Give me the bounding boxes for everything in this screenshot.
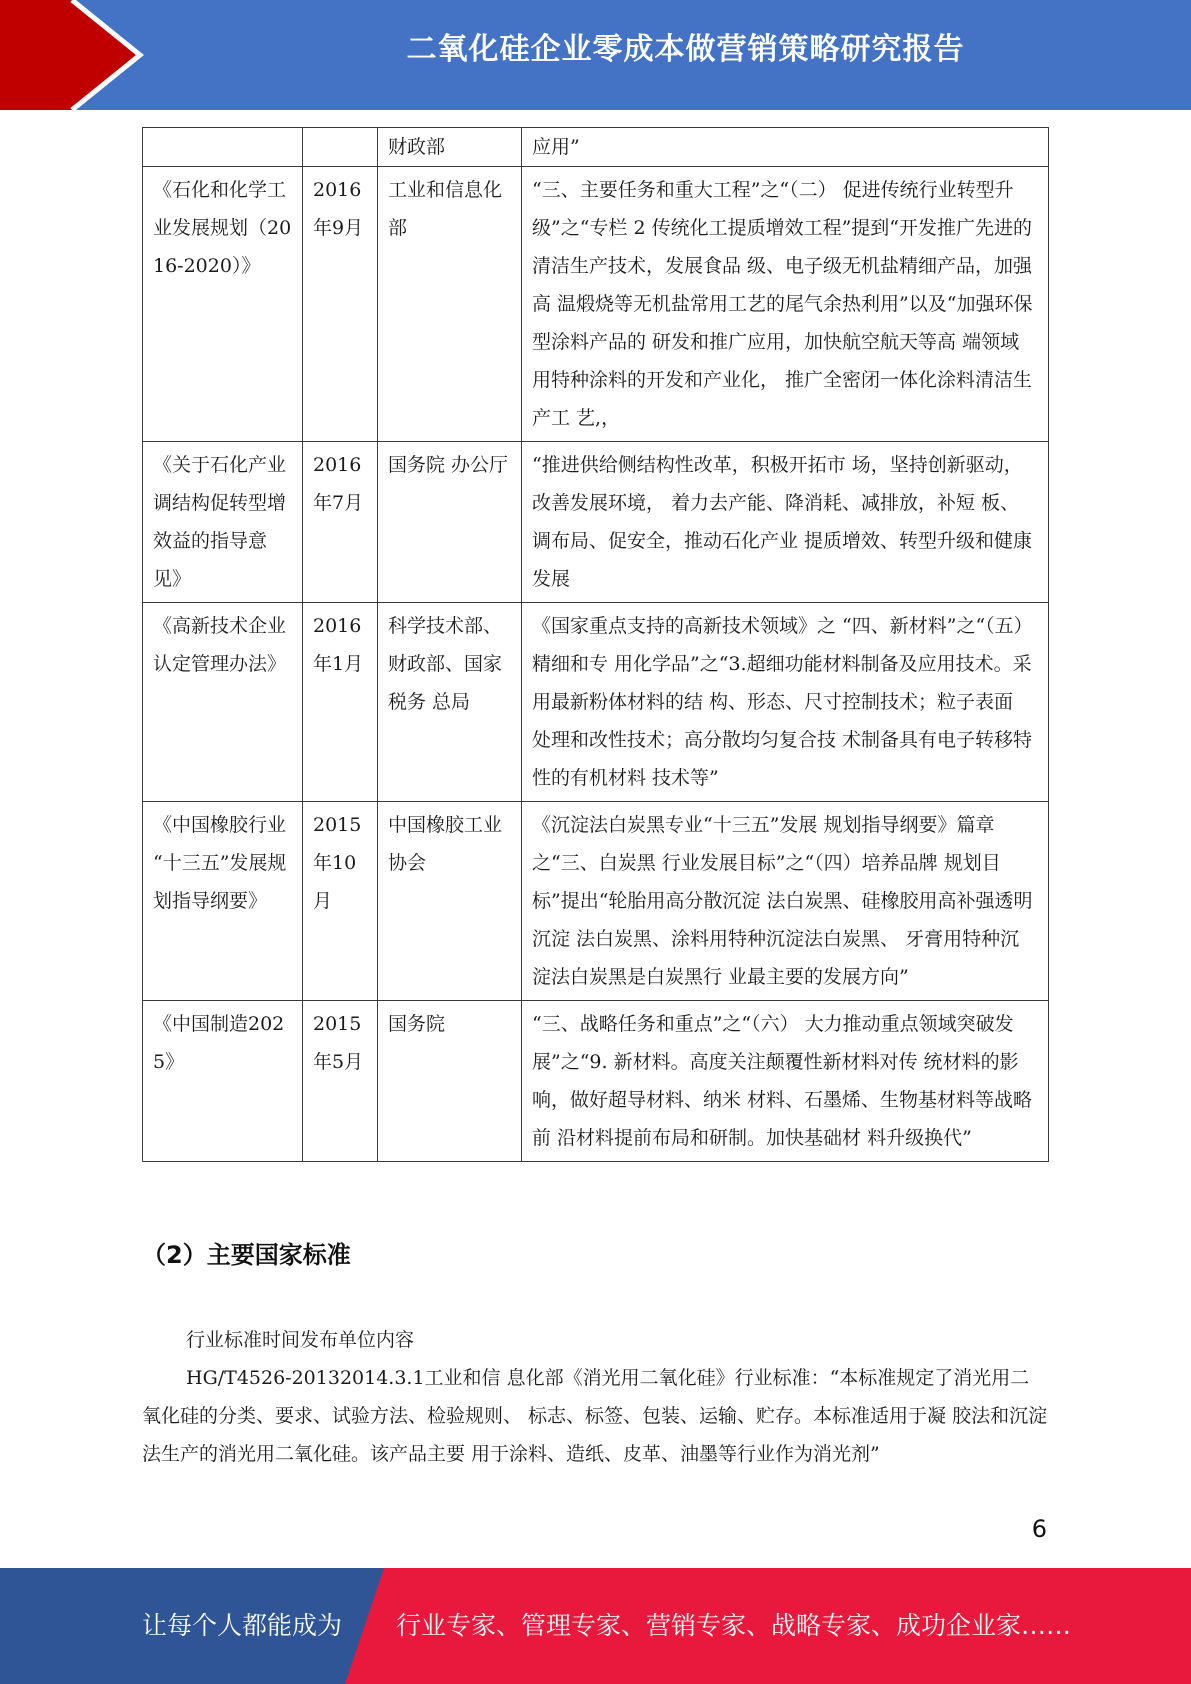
footer-banner (0, 1568, 1191, 1684)
header-banner (0, 0, 1191, 110)
policy-name-cell: 《高新技术企业 认定管理办法》 (143, 603, 303, 802)
policy-content-cell: 应用” (522, 128, 1049, 167)
policy-content-cell: “推进供给侧结构性改革，积极开拓市 场，坚持创新驱动，改善发展环境， 着力去产能、降消耗、减排放，补短 板、调布局、促安全，推动石化产业 提质增效、转型升级和健康发展 (522, 442, 1049, 603)
header-arrow-decoration (0, 0, 170, 110)
header-red-chevron (0, 0, 137, 110)
footer-slogan-left: 让每个人都能成为 (142, 1611, 343, 1640)
policy-name-cell: 《中国制造2025》 (143, 1001, 303, 1162)
policy-date-cell: 2016年7月 (303, 442, 378, 603)
policy-dept-cell: 科学技术部、 财政部、国家 税务 总局 (378, 603, 522, 802)
standards-header-line: 行业标准时间发布单位内容 (186, 1329, 415, 1351)
policy-dept-cell: 国务院 办公厅 (378, 442, 522, 603)
policy-name-cell: 《石化和化学工 业发展规划（2016-2020）》 (143, 167, 303, 442)
policy-content-cell: 《沉淀法白炭黑专业“十三五”发展 规划指导纲要》篇章之“三、白炭黑 行业发展目标”之“（四）培养品牌 规划目标”提出“轮胎用高分散沉淀 法白炭黑、硅橡胶用高补强透明沉淀 法白炭黑、涂料用特种沉淀法白炭黑、 牙膏用特种沉淀法白炭黑是白炭黑行 业最主要的发展方向” (522, 802, 1049, 1001)
footer-slogan-right: 行业专家、管理专家、营销专家、战略专家、成功企业家…… (396, 1611, 1072, 1640)
page-number: 6 (1031, 1515, 1047, 1543)
table-row (143, 442, 1049, 603)
table-row (143, 167, 1049, 442)
policy-dept-cell: 财政部 (378, 128, 522, 167)
document-title: 二氧化硅企业零成本做营销策略研究报告 (406, 32, 965, 67)
policy-dept-cell: 中国橡胶工业 协会 (378, 802, 522, 1001)
policy-date-cell (303, 128, 378, 167)
standards-paragraph: HG/T4526-20132014.3.1工业和信 息化部《消光用二氧化硅》行业标准：“本标准规定了消光用二氧化硅的分类、要求、试验方法、检验规则、 标志、标签、包装、运输、贮存。本标准适用于凝 胶法和沉淀法生产的消光用二氧化硅。该产品主要 用于涂料、造纸、皮革、油墨等行业作为消光剂” (142, 1367, 1048, 1465)
policy-content-cell: “三、战略任务和重点”之“（六） 大力推动重点领域突破发展”之“9. 新材料。高度关注颠覆性新材料对传 统材料的影响，做好超导材料、纳米 材料、石墨烯、生物基材料等战略前 沿材料提前布局和研制。加快基础材 料升级换代” (522, 1001, 1049, 1162)
policy-content-cell: 《国家重点支持的高新技术领域》之 “四、新材料”之“（五）精细和专 用化学品”之“3.超细功能材料制备及应用技术。采用最新粉体材料的结 构、形态、尺寸控制技术；粒子表面 处理和改性技术；高分散均匀复合技 术制备具有电子转移特性的有机材料 技术等” (522, 603, 1049, 802)
table-row (143, 128, 1049, 167)
table-row (143, 802, 1049, 1001)
table-row (143, 1001, 1049, 1162)
policy-dept-cell: 国务院 (378, 1001, 522, 1162)
policy-date-cell: 2015年10月 (303, 802, 378, 1001)
policy-dept-cell: 工业和信息化 部 (378, 167, 522, 442)
section-heading: （2）主要国家标准 (142, 1241, 351, 1269)
policy-date-cell: 2015年5月 (303, 1001, 378, 1162)
policy-content-cell: “三、主要任务和重大工程”之“（二） 促进传统行业转型升级”之“专栏 2 传统化工提质增效工程”提到“开发推广先进的清洁生产技术，发展食品 级、电子级无机盐精细产品，加强高 温煅烧等无机盐常用工艺的尾气余热利用”以及“加强环保型涂料产品的 研发和推广应用，加快航空航天等高 端领域用特种涂料的开发和产业化， 推广全密闭一体化涂料清洁生产工 艺,， (522, 167, 1049, 442)
policy-name-cell (143, 128, 303, 167)
table-row (143, 603, 1049, 802)
policy-date-cell: 2016年1月 (303, 603, 378, 802)
policy-table (142, 127, 1049, 1162)
policy-date-cell: 2016年9月 (303, 167, 378, 442)
policy-name-cell: 《中国橡胶行业 “十三五”发展规划指导纲要》 (143, 802, 303, 1001)
policy-name-cell: 《关于石化产业 调结构促转型增 效益的指导意见》 (143, 442, 303, 603)
